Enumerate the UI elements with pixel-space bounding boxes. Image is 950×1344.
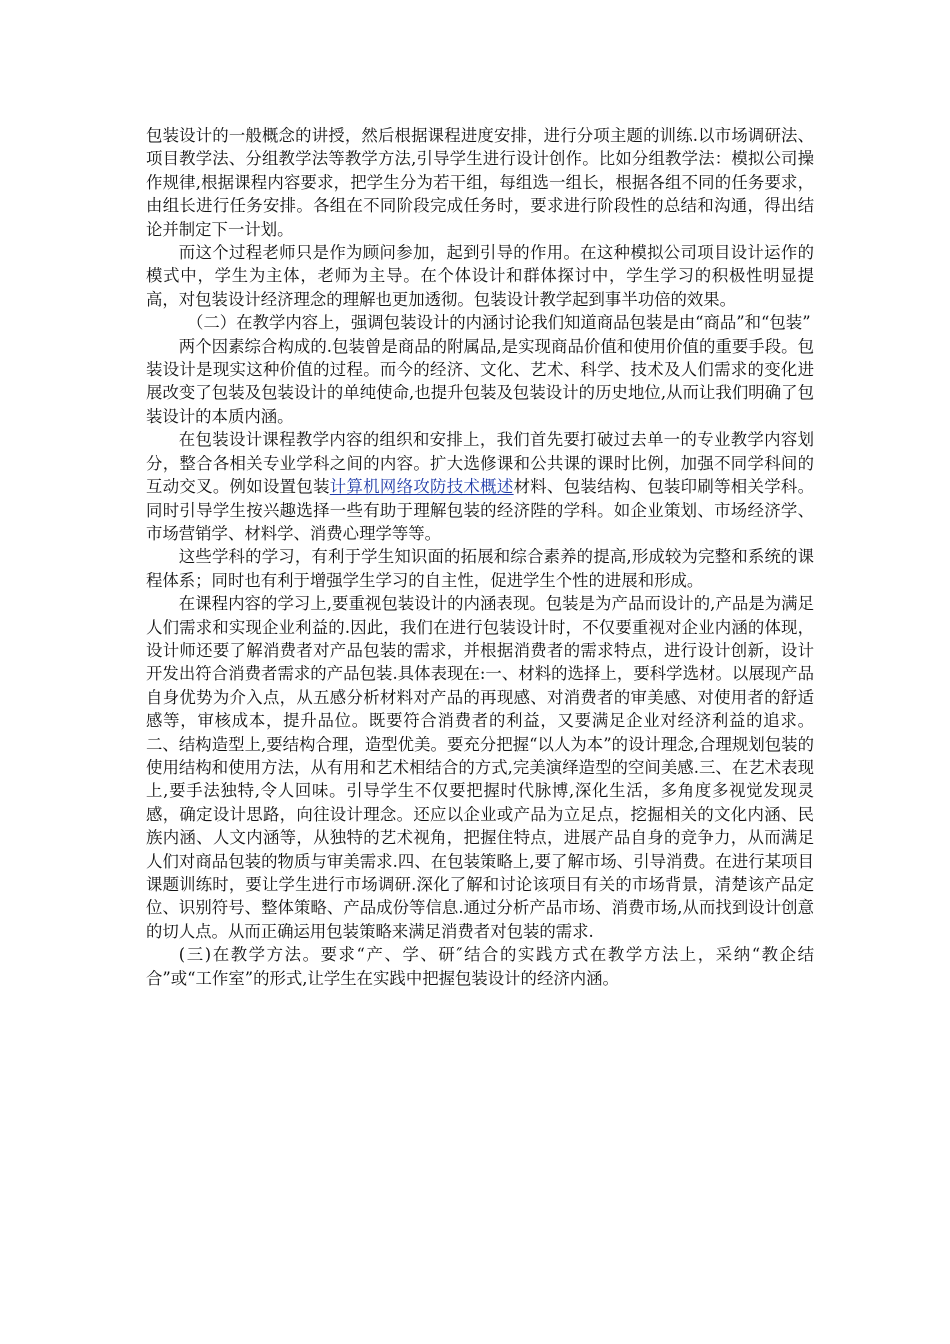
paragraph-text-after-link: 材料、包装结构、包装印刷等相关学科。同时引导学生按兴趣选择一些有助于理解包装的经济陛的学科。如企业策划、市场经济学、市场营销学、材料学、消费心理学等等。: [146, 477, 815, 543]
paragraph-packaging-factors: 两个因素综合构成的.包装曾是商品的附属品,是实现商品价值和使用价值的重要手段。包装设计是现实这种价值的过程。而今的经济、文化、艺术、科学、技术及人们需求的变化进展改变了包装及包装设计的单纯使命,也提升包装及包装设计的历史地位,从而让我们明确了包装设计的本质内涵。: [146, 336, 814, 426]
paragraph-text-before-link: 在包装设计课程教学内容的组织和安排上，我们首先要打破过去单一的专业教学内容划分，整合各相关专业学科之间的内容。扩大选修课和公共课的课时比例，加强不同学科间的互动交叉。例如设置包装: [146, 430, 814, 497]
paragraph-continuation: 包装设计的一般概念的讲授，然后根据课程进度安排，进行分项主题的训练.以市场调研法、项目教学法、分组教学法等教学方法,引导学生进行设计创作。比如分组教学法：模拟公司操作规律,根据课程内容要求，把学生分为若干组，每组选一组长，根据各组不同的任务要求，由组长进行任务安排。各组在不同阶段完成任务时，要求进行阶段性的总结和沟通，得出结论并制定下一计划。: [146, 126, 814, 239]
hyperlink-network-security[interactable]: 计算机网络攻防技术概述: [329, 477, 514, 497]
paragraph-teacher-role: 而这个过程老师只是作为顾问参加，起到引导的作用。在这种模拟公司项目设计运作的模式中，学生为主体，老师为主导。在个体设计和群体探讨中，学生学习的积极性明显提高，对包装设计经济理念的理解也更加透彻。包装设计教学起到事半功倍的效果。: [146, 243, 814, 309]
paragraph-knowledge-expansion: 这些学科的学习，有利于学生知识面的拓展和综合素养的提高,形成较为完整和系统的课程体系；同时也有利于增强学生学习的自主性，促进学生个性的进展和形成。: [146, 547, 814, 590]
section-heading-teaching-method: (三)在教学方法。要求“产、学、研″结合的实践方式在教学方法上，采纳“教企结合”或“工作室”的形式,让学生在实践中把握包装设计的经济内涵。: [146, 945, 814, 988]
paragraph-content-expression: 在课程内容的学习上,要重视包装设计的内涵表现。包装是为产品而设计的,产品是为满足人们需求和实现企业利益的.因此，我们在进行包装设计时，不仅要重视对企业内涵的体现，设计师还要了解消费者对产品包装的需求，并根据消费者的需求特点，进行设计创新，设计开发出符合消费者需求的产品包装.具体表现在:一、材料的选择上，要科学选材。以展现产品自身优势为介入点，从五感分析材料对产品的再现感、对消费者的审美感、对使用者的舒适感等，审核成本，提升品位。既要符合消费者的利益，又要满足企业对经济利益的追求。二、结构造型上,要结构合理，造型优美。要充分把握“以人为本”的设计理念,合理规划包装的使用结构和使用方法，从有用和艺术相结合的方式,完美演绎造型的空间美感.三、在艺术表现上,要手法独特,令人回味。引导学生不仅要把握时代脉博,深化生活，多角度多视觉发现灵感，确定设计思路，向往设计理念。还应以企业或产品为立足点，挖掘相关的文化内涵、民族内涵、人文内涵等，从独特的艺术视角，把握住特点，进展产品自身的竞争力，从而满足人们对商品包装的物质与审美需求.四、在包装策略上,要了解市场、引导消费。在进行某项目课题训练时，要让学生进行市场调研.深化了解和讨论该项目有关的市场背景，清楚该产品定位、识别符号、整体策略、产品成份等信息.通过分析产品市场、消费市场,从而找到设计创意的切人点。从而正确运用包装策略来满足消费者对包装的需求.: [146, 594, 814, 941]
document-body: [146, 124, 814, 990]
section-heading-teaching-content: （二）在教学内容上，强调包装设计的内涵讨论我们知道商品包装是由“商品”和“包装”: [187, 313, 811, 333]
paragraph-course-organization: [146, 428, 814, 545]
